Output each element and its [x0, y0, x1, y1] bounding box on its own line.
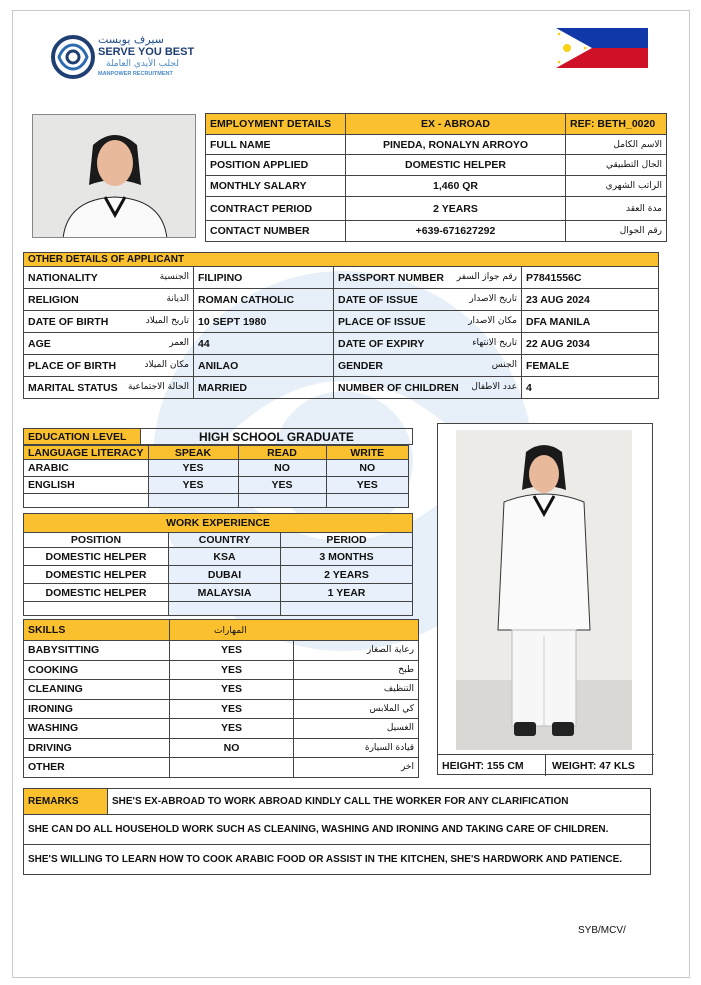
skill-arabic: رعاية الصغار [294, 641, 419, 661]
logo-arabic-sub: لجلب الأيدي العاملة [106, 59, 179, 69]
other-label-right-arabic: مكان الاصدار [468, 315, 517, 326]
skill-row [24, 738, 419, 758]
contract-period-arabic: مدة العقد [566, 197, 667, 221]
skill-arabic: اخر [294, 758, 419, 778]
skill-name: CLEANING [24, 680, 170, 700]
other-label-right [334, 377, 522, 399]
skill-name: COOKING [24, 660, 170, 680]
position-applied-value: DOMESTIC HELPER [346, 155, 566, 176]
skill-arabic: طبخ [294, 660, 419, 680]
full-name-arabic: الاسم الكامل [566, 135, 667, 155]
other-label-left-arabic: تاريخ الميلاد [145, 315, 189, 326]
monthly-salary-arabic: الراتب الشهري [566, 176, 667, 197]
empty-cell [238, 494, 326, 508]
other-label-left-arabic: مكان الميلاد [144, 359, 189, 370]
monthly-salary-label: MONTHLY SALARY [206, 176, 346, 197]
empty-cell [24, 602, 169, 616]
skill-arabic: التنظيف [294, 680, 419, 700]
work-period: 2 YEARS [281, 566, 413, 584]
work-row-empty [24, 602, 413, 616]
other-label-left [24, 267, 194, 289]
work-period: 1 YEAR [281, 584, 413, 602]
work-row [24, 548, 413, 566]
skill-value: YES [170, 699, 294, 719]
work-country: KSA [169, 548, 281, 566]
language-row-empty [24, 494, 409, 508]
other-value-left: FILIPINO [194, 267, 334, 289]
employment-header: EMPLOYMENT DETAILS [206, 114, 346, 135]
logo-name: SERVE YOU BEST [98, 46, 195, 58]
other-label-right-arabic: تاريخ الاصدار [469, 293, 517, 304]
work-row [24, 584, 413, 602]
empty-cell [169, 602, 281, 616]
language-level: YES [148, 460, 238, 477]
col-country: COUNTRY [169, 533, 281, 548]
other-label-left-arabic: الحالة الاجتماعية [128, 381, 189, 392]
skill-name: DRIVING [24, 738, 170, 758]
other-label-right [334, 355, 522, 377]
other-label-left-text: MARITAL STATUS [28, 381, 118, 394]
other-label-left-text: RELIGION [28, 293, 79, 306]
other-details-row [24, 377, 659, 399]
other-details-row [24, 289, 659, 311]
skills-header: SKILLS [24, 620, 170, 641]
position-applied-label: POSITION APPLIED [206, 155, 346, 176]
empty-cell [24, 494, 149, 508]
skill-row [24, 641, 419, 661]
footer-code: SYB/MCV/ [578, 925, 626, 936]
other-label-left-arabic: العمر [169, 337, 189, 348]
applicant-full-body-photo [456, 430, 632, 750]
other-value-right: 23 AUG 2024 [522, 289, 659, 311]
other-label-left-arabic: الجنسية [159, 271, 189, 282]
language-level: YES [238, 477, 326, 494]
skill-name: IRONING [24, 699, 170, 719]
education-table [23, 428, 413, 445]
other-label-right-text: PASSPORT NUMBER [338, 271, 444, 284]
other-details-row [24, 267, 659, 289]
other-details-row [24, 311, 659, 333]
skill-row [24, 699, 419, 719]
other-label-left-text: NATIONALITY [28, 271, 98, 284]
language-name: ENGLISH [24, 477, 149, 494]
work-position: DOMESTIC HELPER [24, 548, 169, 566]
skill-value: YES [170, 660, 294, 680]
employment-details-table [205, 113, 667, 242]
full-body-photo-frame [437, 423, 653, 775]
other-value-left: MARRIED [194, 377, 334, 399]
other-value-right: 22 AUG 2034 [522, 333, 659, 355]
contact-number-arabic: رقم الجوال [566, 221, 667, 242]
remarks-label: REMARKS [24, 789, 108, 815]
language-row [24, 460, 409, 477]
full-name-label: FULL NAME [206, 135, 346, 155]
reference-number: REF: BETH_0020 [566, 114, 667, 135]
work-experience-table [23, 513, 413, 616]
remarks-line-3: SHE'S WILLING TO LEARN HOW TO COOK ARABIC FOOD OR ASSIST IN THE KITCHEN, SHE'S HARDWORK AND PATIENCE. [24, 845, 651, 875]
other-value-right: DFA MANILA [522, 311, 659, 333]
other-label-right-text: DATE OF EXPIRY [338, 337, 425, 350]
other-value-right: 4 [522, 377, 659, 399]
applicant-headshot [32, 114, 196, 238]
skill-value: YES [170, 719, 294, 739]
contract-period-label: CONTRACT PERIOD [206, 197, 346, 221]
monthly-salary-value: 1,460 QR [346, 176, 566, 197]
skills-arabic-label: المهارات [214, 626, 247, 636]
skill-value: NO [170, 738, 294, 758]
remarks-line-2: SHE CAN DO ALL HOUSEHOLD WORK SUCH AS CLEANING, WASHING AND IRONING AND TAKING CARE OF CHILDREN. [24, 815, 651, 845]
skill-row [24, 660, 419, 680]
work-position: DOMESTIC HELPER [24, 566, 169, 584]
other-label-right [334, 289, 522, 311]
col-period: PERIOD [281, 533, 413, 548]
col-read: READ [238, 446, 326, 460]
weight-value: WEIGHT: 47 KLS [546, 754, 654, 776]
other-label-right-text: PLACE OF ISSUE [338, 315, 426, 328]
other-value-right: P7841556C [522, 267, 659, 289]
work-experience-header: WORK EXPERIENCE [24, 514, 413, 533]
other-label-left [24, 311, 194, 333]
language-level: YES [326, 477, 409, 494]
language-level: YES [148, 477, 238, 494]
cv-page [12, 10, 690, 978]
logo-arabic: سيرف يوبست [98, 33, 164, 46]
other-label-right [334, 333, 522, 355]
empty-cell [281, 602, 413, 616]
empty-cell [148, 494, 238, 508]
work-position: DOMESTIC HELPER [24, 584, 169, 602]
skill-row [24, 758, 419, 778]
other-value-left: ROMAN CATHOLIC [194, 289, 334, 311]
education-level-label: EDUCATION LEVEL [24, 429, 141, 445]
other-details-row [24, 355, 659, 377]
col-write: WRITE [326, 446, 409, 460]
language-row [24, 477, 409, 494]
other-value-left: ANILAO [194, 355, 334, 377]
full-name-value: PINEDA, RONALYN ARROYO [346, 135, 566, 155]
skill-name: BABYSITTING [24, 641, 170, 661]
skill-value [170, 758, 294, 778]
empty-cell [326, 494, 409, 508]
employment-status: EX - ABROAD [346, 114, 566, 135]
other-label-right-arabic: الجنس [491, 359, 517, 370]
skills-header-arabic [170, 620, 419, 641]
company-logo [51, 33, 221, 83]
work-row [24, 566, 413, 584]
position-applied-arabic: الحال التطبيقي [566, 155, 667, 176]
skill-row [24, 719, 419, 739]
language-name: ARABIC [24, 460, 149, 477]
contact-number-value: +639-671627292 [346, 221, 566, 242]
other-label-left-text: PLACE OF BIRTH [28, 359, 117, 372]
work-period: 3 MONTHS [281, 548, 413, 566]
other-label-right-arabic: رقم جواز السفر [456, 271, 517, 282]
philippines-flag-icon [556, 28, 648, 68]
language-level: NO [326, 460, 409, 477]
skill-arabic: الغسيل [294, 719, 419, 739]
other-label-left [24, 333, 194, 355]
other-label-left-text: DATE OF BIRTH [28, 315, 109, 328]
other-label-left-arabic: الديانة [166, 293, 189, 304]
logo-subtitle: MANPOWER RECRUITMENT [98, 71, 173, 77]
language-literacy-table [23, 445, 409, 508]
work-country: MALAYSIA [169, 584, 281, 602]
other-label-right [334, 267, 522, 289]
skill-name: OTHER [24, 758, 170, 778]
other-label-left-text: AGE [28, 337, 51, 350]
other-label-right-arabic: تاريخ الانتهاء [472, 337, 517, 348]
other-label-left [24, 289, 194, 311]
contract-period-value: 2 YEARS [346, 197, 566, 221]
other-details-row [24, 333, 659, 355]
other-label-right-text: GENDER [338, 359, 383, 372]
remarks-table [23, 788, 651, 875]
other-value-left: 44 [194, 333, 334, 355]
skill-row [24, 680, 419, 700]
other-label-left [24, 355, 194, 377]
height-value: HEIGHT: 155 CM [438, 754, 546, 776]
other-value-right: FEMALE [522, 355, 659, 377]
col-speak: SPEAK [148, 446, 238, 460]
skill-arabic: قيادة السيارة [294, 738, 419, 758]
other-label-right-arabic: عدد الاطفال [471, 381, 517, 392]
other-details-table [23, 252, 659, 399]
other-label-left [24, 377, 194, 399]
work-country: DUBAI [169, 566, 281, 584]
skill-value: YES [170, 680, 294, 700]
other-details-header: OTHER DETAILS OF APPLICANT [24, 253, 659, 267]
language-literacy-header: LANGUAGE LITERACY [24, 446, 149, 460]
other-value-left: 10 SEPT 1980 [194, 311, 334, 333]
remarks-line-1: SHE'S EX-ABROAD TO WORK ABROAD KINDLY CALL THE WORKER FOR ANY CLARIFICATION [108, 789, 651, 815]
contact-number-label: CONTACT NUMBER [206, 221, 346, 242]
skills-table [23, 619, 419, 778]
skill-arabic: كي الملابس [294, 699, 419, 719]
skill-name: WASHING [24, 719, 170, 739]
logo-knot-icon [51, 35, 95, 79]
col-position: POSITION [24, 533, 169, 548]
other-label-right [334, 311, 522, 333]
education-level-value: HIGH SCHOOL GRADUATE [141, 429, 413, 445]
other-label-right-text: DATE OF ISSUE [338, 293, 418, 306]
other-label-right-text: NUMBER OF CHILDREN [338, 381, 459, 394]
language-level: NO [238, 460, 326, 477]
skill-value: YES [170, 641, 294, 661]
